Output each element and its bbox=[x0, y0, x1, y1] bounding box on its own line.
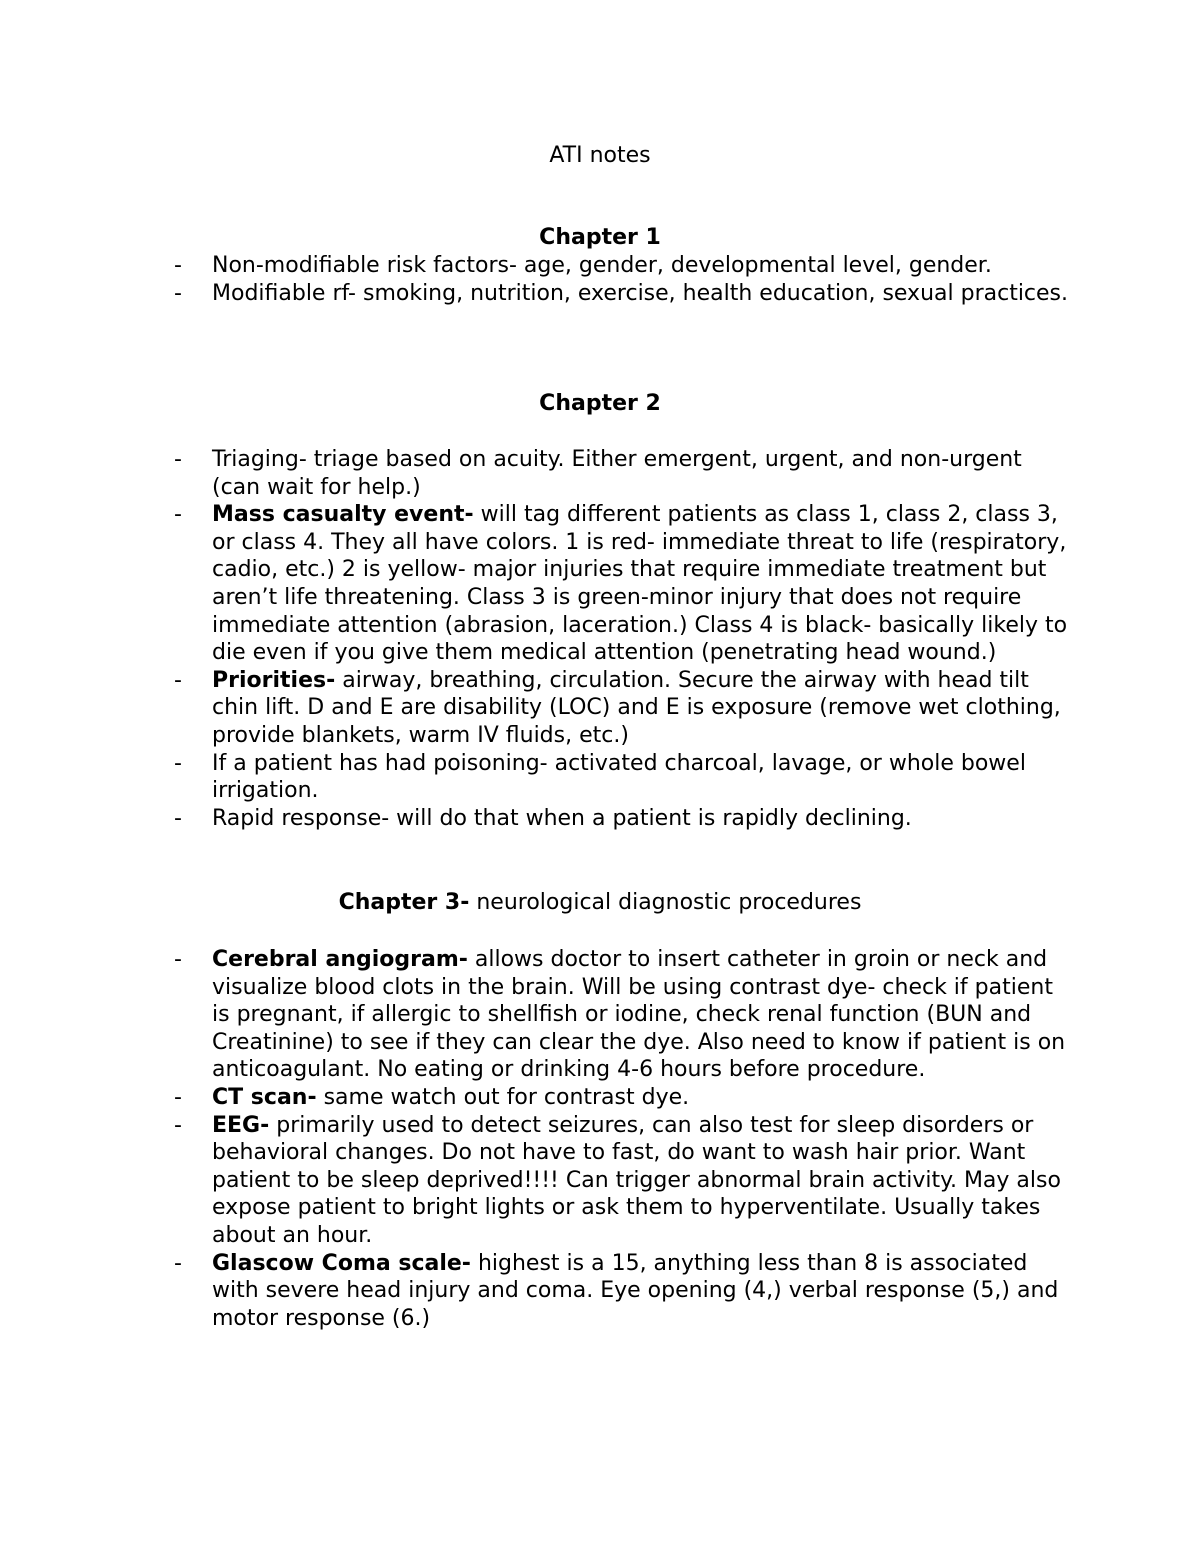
list-item bbox=[174, 280, 1072, 308]
list-item bbox=[174, 252, 1072, 280]
chapter-2-list bbox=[174, 446, 1072, 832]
list-item-text: allows doctor to insert catheter in groin or neck and visualize blood clots in the brain. Will be using contrast dye- check if patient is pregnant, if allergic to shellfish or iodine, check renal function (BUN and Creatinine) to see if they can clear the dye. Also need to know if patient is on anticoagulant. No eating or drinking 4-6 hours before procedure. bbox=[212, 947, 1066, 1083]
list-item-term: CT scan- bbox=[212, 1084, 317, 1110]
list-item bbox=[174, 667, 1072, 750]
bullet-dash: - bbox=[174, 280, 182, 306]
list-item-text: Modifiable rf- smoking, nutrition, exercise, health education, sexual practices. bbox=[212, 280, 1069, 306]
list-item-term: Glascow Coma scale- bbox=[212, 1250, 471, 1276]
chapter-3-subtitle: neurological diagnostic procedures bbox=[469, 890, 862, 915]
list-item-text: Rapid response- will do that when a patient is rapidly declining. bbox=[212, 805, 912, 831]
chapter-2-heading bbox=[0, 390, 1200, 418]
chapter-1-heading bbox=[0, 224, 1200, 252]
chapter-3-heading-text: Chapter 3- bbox=[338, 890, 470, 915]
bullet-dash: - bbox=[174, 253, 182, 278]
bullet-dash: - bbox=[174, 447, 182, 472]
bullet-dash: - bbox=[174, 750, 182, 776]
list-item-term: EEG- bbox=[212, 1112, 270, 1138]
list-item-text: airway, breathing, circulation. Secure the airway with head tilt chin lift. D and E are disability (LOC) and E is exposure (remove wet clothing, provide blankets, warm IV fluids, etc.) bbox=[212, 667, 1061, 748]
list-item-text: Triaging- triage based on acuity. Either emergent, urgent, and non-urgent (can wait for help.) bbox=[212, 447, 1022, 500]
list-item bbox=[174, 1112, 1072, 1250]
bullet-dash: - bbox=[174, 1250, 182, 1276]
list-item bbox=[174, 805, 1072, 833]
chapter-1-list bbox=[174, 252, 1072, 307]
list-item-text: same watch out for contrast dye. bbox=[316, 1084, 690, 1110]
list-item-term: Cerebral angiogram- bbox=[212, 947, 468, 972]
list-item bbox=[174, 750, 1072, 805]
list-item-text: will tag different patients as class 1, class 2, class 3, or class 4. They all have colors. 1 is red- immediate threat to life (respiratory, cadio, etc.) 2 is yellow- major injuries that require immediate treatment but aren’t life threatening. Class 3 is green-minor injury that does not require immediate attention (abrasion, laceration.) Class 4 is black- basically likely to die even if you give them medical attention (penetrating head wound.) bbox=[212, 502, 1068, 666]
bullet-dash: - bbox=[174, 805, 182, 831]
list-item-text: If a patient has had poisoning- activated charcoal, lavage, or whole bowel irrigation. bbox=[212, 750, 1026, 804]
bullet-dash: - bbox=[174, 1112, 182, 1138]
chapter-3-heading bbox=[0, 889, 1200, 917]
chapter-2-heading-text: Chapter 2 bbox=[539, 391, 661, 416]
bullet-dash: - bbox=[174, 667, 182, 693]
list-item-text: primarily used to detect seizures, can also test for sleep disorders or behavioral changes. Do not have to fast, do want to wash hair prior. Want patient to be sleep deprived!!!! Can trigger abnormal brain activity. May also expose patient to bright lights or ask them to hyperventilate. Usually takes about an hour. bbox=[212, 1112, 1061, 1248]
list-item bbox=[174, 446, 1072, 501]
chapter-3-list bbox=[174, 946, 1072, 1332]
list-item-term: Priorities- bbox=[212, 667, 336, 693]
document-title: ATI notes bbox=[549, 143, 651, 168]
bullet-dash: - bbox=[174, 947, 182, 972]
bullet-dash: - bbox=[174, 1084, 182, 1110]
list-item bbox=[174, 946, 1072, 1084]
bullet-dash: - bbox=[174, 502, 182, 528]
list-item bbox=[174, 1250, 1072, 1333]
list-item-text: highest is a 15, anything less than 8 is associated with severe head injury and coma. Eye opening (4,) verbal response (5,) and motor response (6.) bbox=[212, 1250, 1059, 1331]
list-item bbox=[174, 1084, 1072, 1112]
list-item bbox=[174, 501, 1072, 667]
list-item-text: Non-modifiable risk factors- age, gender, developmental level, gender. bbox=[212, 253, 992, 278]
list-item-term: Mass casualty event- bbox=[212, 502, 474, 528]
chapter-1-heading-text: Chapter 1 bbox=[539, 225, 661, 250]
